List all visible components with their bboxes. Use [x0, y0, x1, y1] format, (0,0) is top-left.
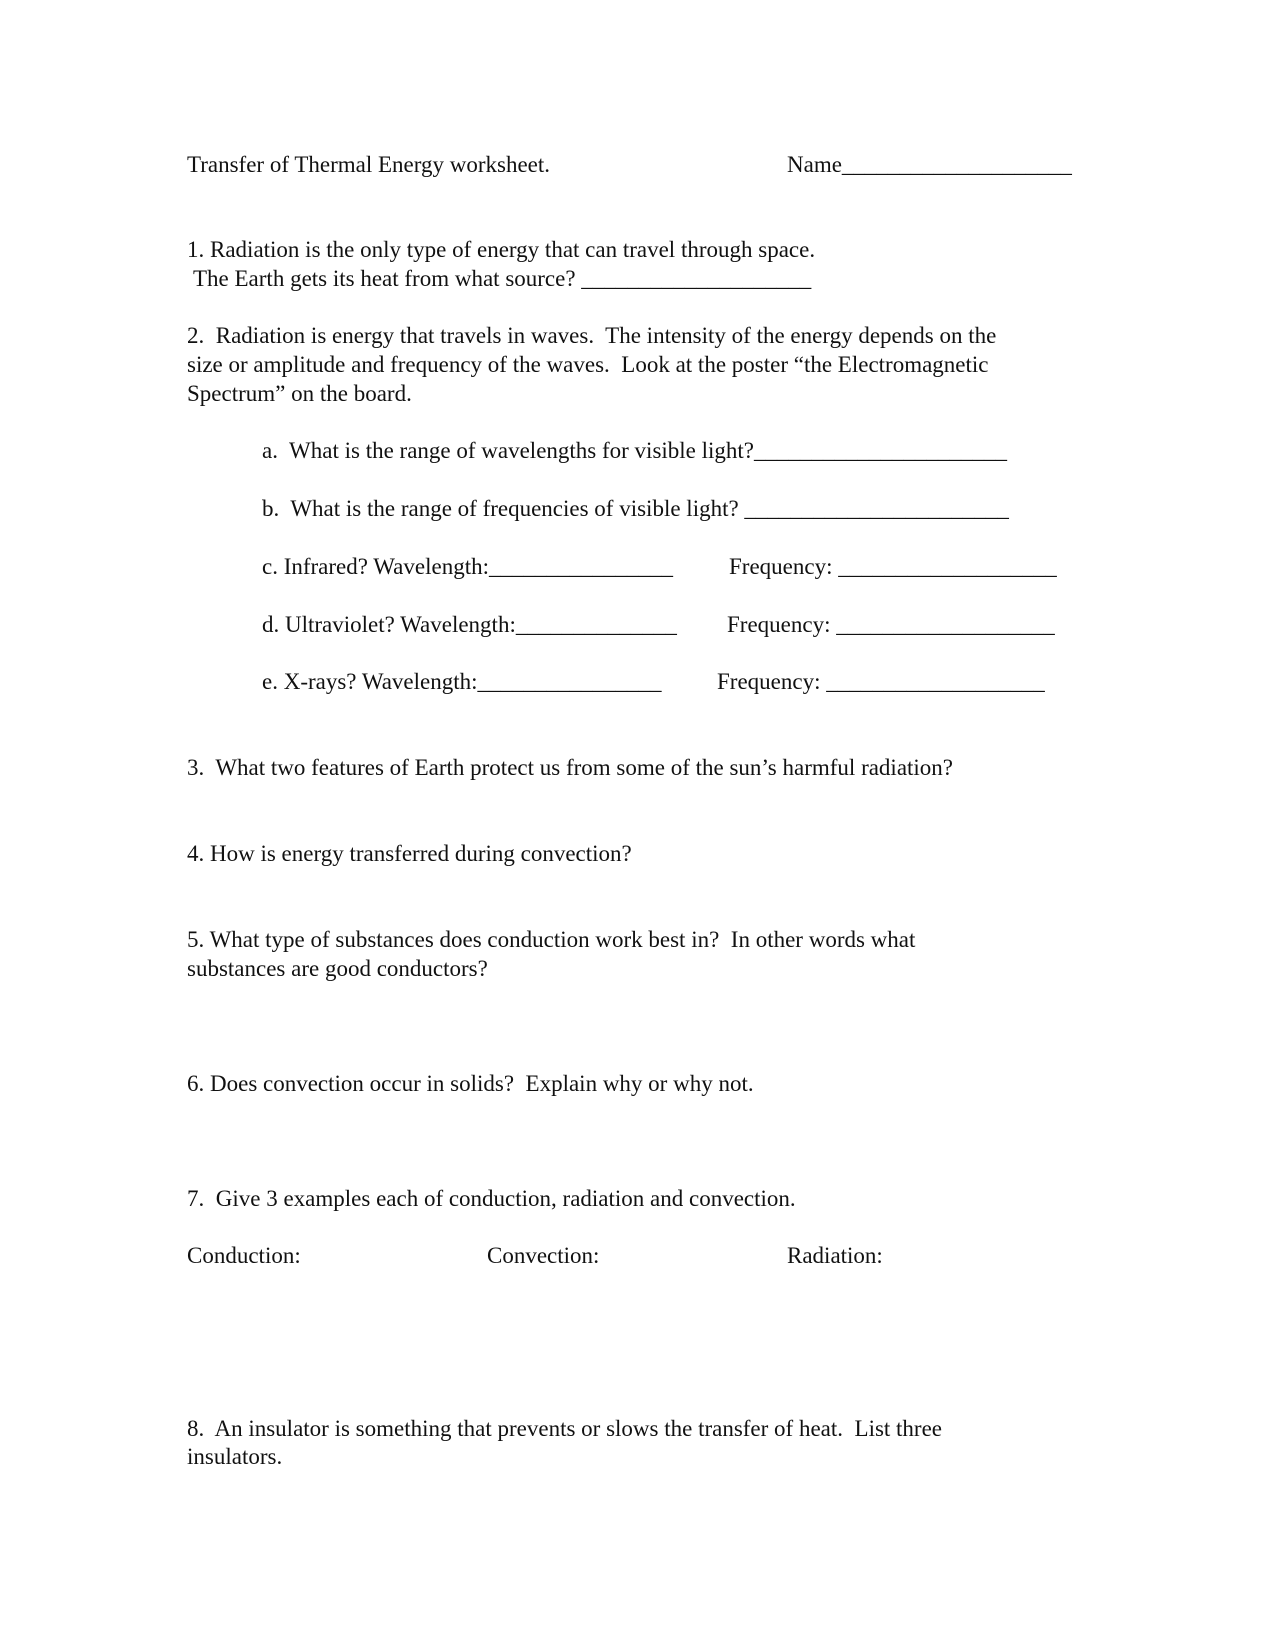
question-2c-wavelength[interactable]: c. Infrared? Wavelength:________________ — [262, 554, 673, 579]
question-2-line-3: Spectrum” on the board. — [187, 381, 412, 406]
question-4: 4. How is energy transferred during convection? — [187, 841, 632, 866]
name-field[interactable]: Name____________________ — [787, 152, 1072, 177]
question-2c-frequency[interactable]: Frequency: ___________________ — [729, 554, 1057, 579]
question-1-line-1: 1. Radiation is the only type of energy that can travel through space. — [187, 237, 816, 262]
convection-label: Convection: — [487, 1243, 600, 1268]
question-2b[interactable]: b. What is the range of frequencies of visible light? _______________________ — [262, 496, 1009, 521]
question-2e-frequency[interactable]: Frequency: ___________________ — [717, 669, 1045, 694]
radiation-label: Radiation: — [787, 1243, 883, 1268]
question-2d-frequency[interactable]: Frequency: ___________________ — [727, 612, 1055, 637]
question-6: 6. Does convection occur in solids? Explain why or why not. — [187, 1071, 754, 1096]
question-8-line-1: 8. An insulator is something that prevents or slows the transfer of heat. List three — [187, 1416, 943, 1441]
question-1-line-2[interactable]: The Earth gets its heat from what source? ____________________ — [193, 266, 812, 291]
question-2e-wavelength[interactable]: e. X-rays? Wavelength:________________ — [262, 669, 662, 694]
question-8-line-2: insulators. — [187, 1444, 283, 1469]
question-2a[interactable]: a. What is the range of wavelengths for visible light?______________________ — [262, 438, 1008, 463]
conduction-label: Conduction: — [187, 1243, 301, 1268]
question-2-line-2: size or amplitude and frequency of the waves. Look at the poster “the Electromagnetic — [187, 352, 989, 377]
question-2-line-1: 2. Radiation is energy that travels in waves. The intensity of the energy depends on the — [187, 323, 997, 348]
worksheet-title: Transfer of Thermal Energy worksheet. — [187, 152, 551, 177]
question-5-line-1: 5. What type of substances does conduction work best in? In other words what — [187, 927, 916, 952]
question-3: 3. What two features of Earth protect us from some of the sun’s harmful radiation? — [187, 755, 954, 780]
question-2d-wavelength[interactable]: d. Ultraviolet? Wavelength:______________ — [262, 612, 677, 637]
question-5-line-2: substances are good conductors? — [187, 956, 488, 981]
question-7: 7. Give 3 examples each of conduction, radiation and convection. — [187, 1186, 796, 1211]
